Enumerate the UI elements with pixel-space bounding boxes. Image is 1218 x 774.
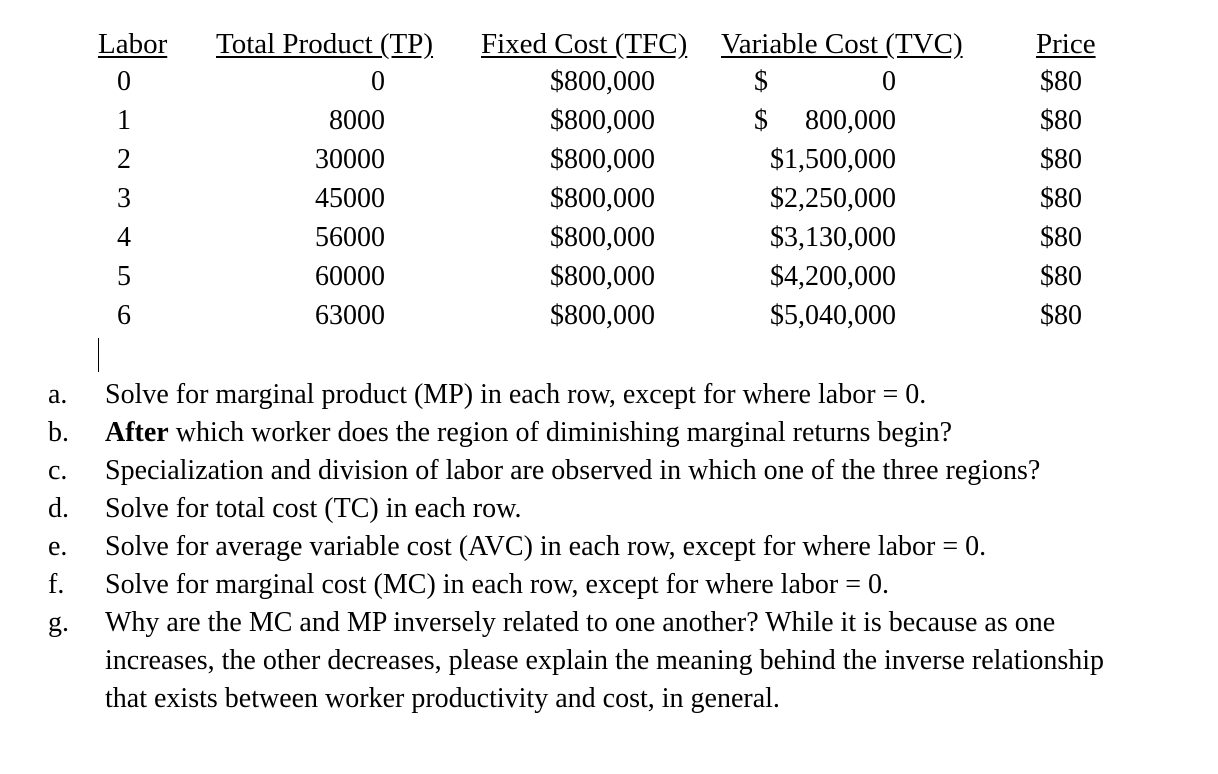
question-letter: c. xyxy=(48,455,68,486)
labor-cell: 3 xyxy=(117,183,131,214)
header-fixed-cost: Fixed Cost (TFC) xyxy=(481,28,688,60)
tp-cell: 60000 xyxy=(315,261,385,292)
table-row xyxy=(0,257,1218,296)
question-body: which worker does the region of diminishing marginal returns begin? xyxy=(168,417,953,448)
list-item xyxy=(0,414,1218,452)
tp-cell: 63000 xyxy=(315,300,385,331)
tp-cell: 45000 xyxy=(315,183,385,214)
question-bold-text: After xyxy=(105,417,169,448)
header-labor: Labor xyxy=(98,28,168,60)
table-row xyxy=(0,218,1218,257)
tfc-cell: $800,000 xyxy=(550,144,655,175)
table-row xyxy=(0,101,1218,140)
labor-cell: 1 xyxy=(117,105,131,136)
question-body: Solve for total cost (TC) in each row. xyxy=(105,493,522,524)
question-text xyxy=(105,452,1045,490)
list-item xyxy=(0,604,1218,718)
question-body: Solve for average variable cost (AVC) in each row, except for where labor = 0. xyxy=(105,531,987,562)
question-letter: e. xyxy=(48,531,68,562)
tvc-amount: $3,130,000 xyxy=(770,222,896,253)
question-body: Why are the MC and MP inversely related to one another? While it is because as one increases, the other decreases, please explain the meaning behind the inverse relationship that exists between worker productivity and cost, in general. xyxy=(105,607,1105,714)
header-variable-cost: Variable Cost (TVC) xyxy=(721,28,963,60)
tfc-cell: $800,000 xyxy=(550,66,655,97)
list-item xyxy=(0,376,1218,414)
table-row xyxy=(0,179,1218,218)
price-cell: $80 xyxy=(1040,144,1082,175)
question-letter: a. xyxy=(48,379,68,410)
list-item xyxy=(0,452,1218,490)
tfc-cell: $800,000 xyxy=(550,300,655,331)
cost-table-body xyxy=(0,62,1218,335)
labor-cell: 4 xyxy=(117,222,131,253)
tvc-dollar-sign: $ xyxy=(754,105,768,136)
tp-cell: 0 xyxy=(371,66,385,97)
tp-cell: 30000 xyxy=(315,144,385,175)
tvc-amount: $5,040,000 xyxy=(770,300,896,331)
labor-cell: 0 xyxy=(117,66,131,97)
labor-cell: 5 xyxy=(117,261,131,292)
question-body: Solve for marginal cost (MC) in each row, except for where labor = 0. xyxy=(105,569,889,600)
question-letter: b. xyxy=(48,417,69,448)
tfc-cell: $800,000 xyxy=(550,183,655,214)
header-total-product: Total Product (TP) xyxy=(216,28,434,60)
text-cursor[interactable] xyxy=(98,338,99,372)
tvc-amount: 0 xyxy=(882,66,896,97)
tfc-cell: $800,000 xyxy=(550,261,655,292)
tvc-amount: 800,000 xyxy=(805,105,896,136)
list-item xyxy=(0,528,1218,566)
question-text xyxy=(105,566,1145,604)
tp-cell: 8000 xyxy=(329,105,385,136)
table-row xyxy=(0,296,1218,335)
tfc-cell: $800,000 xyxy=(550,222,655,253)
question-text xyxy=(105,376,1145,414)
question-letter: g. xyxy=(48,607,69,638)
table-row xyxy=(0,62,1218,101)
question-body: Specialization and division of labor are observed in which one of the three regions? xyxy=(105,455,1041,486)
labor-cell: 2 xyxy=(117,144,131,175)
tvc-dollar-sign: $ xyxy=(754,66,768,97)
question-letter: d. xyxy=(48,493,69,524)
price-cell: $80 xyxy=(1040,222,1082,253)
question-list xyxy=(0,376,1218,718)
question-text xyxy=(105,490,1145,528)
question-text xyxy=(105,414,1145,452)
question-body: Solve for marginal product (MP) in each row, except for where labor = 0. xyxy=(105,379,927,410)
tvc-amount: $4,200,000 xyxy=(770,261,896,292)
tfc-cell: $800,000 xyxy=(550,105,655,136)
header-price: Price xyxy=(1036,28,1096,60)
question-text xyxy=(105,604,1145,718)
list-item xyxy=(0,566,1218,604)
tp-cell: 56000 xyxy=(315,222,385,253)
price-cell: $80 xyxy=(1040,66,1082,97)
price-cell: $80 xyxy=(1040,183,1082,214)
tvc-amount: $1,500,000 xyxy=(770,144,896,175)
tvc-amount: $2,250,000 xyxy=(770,183,896,214)
question-letter: f. xyxy=(48,569,65,600)
price-cell: $80 xyxy=(1040,261,1082,292)
question-text xyxy=(105,528,1145,566)
table-row xyxy=(0,140,1218,179)
list-item xyxy=(0,490,1218,528)
price-cell: $80 xyxy=(1040,300,1082,331)
labor-cell: 6 xyxy=(117,300,131,331)
price-cell: $80 xyxy=(1040,105,1082,136)
